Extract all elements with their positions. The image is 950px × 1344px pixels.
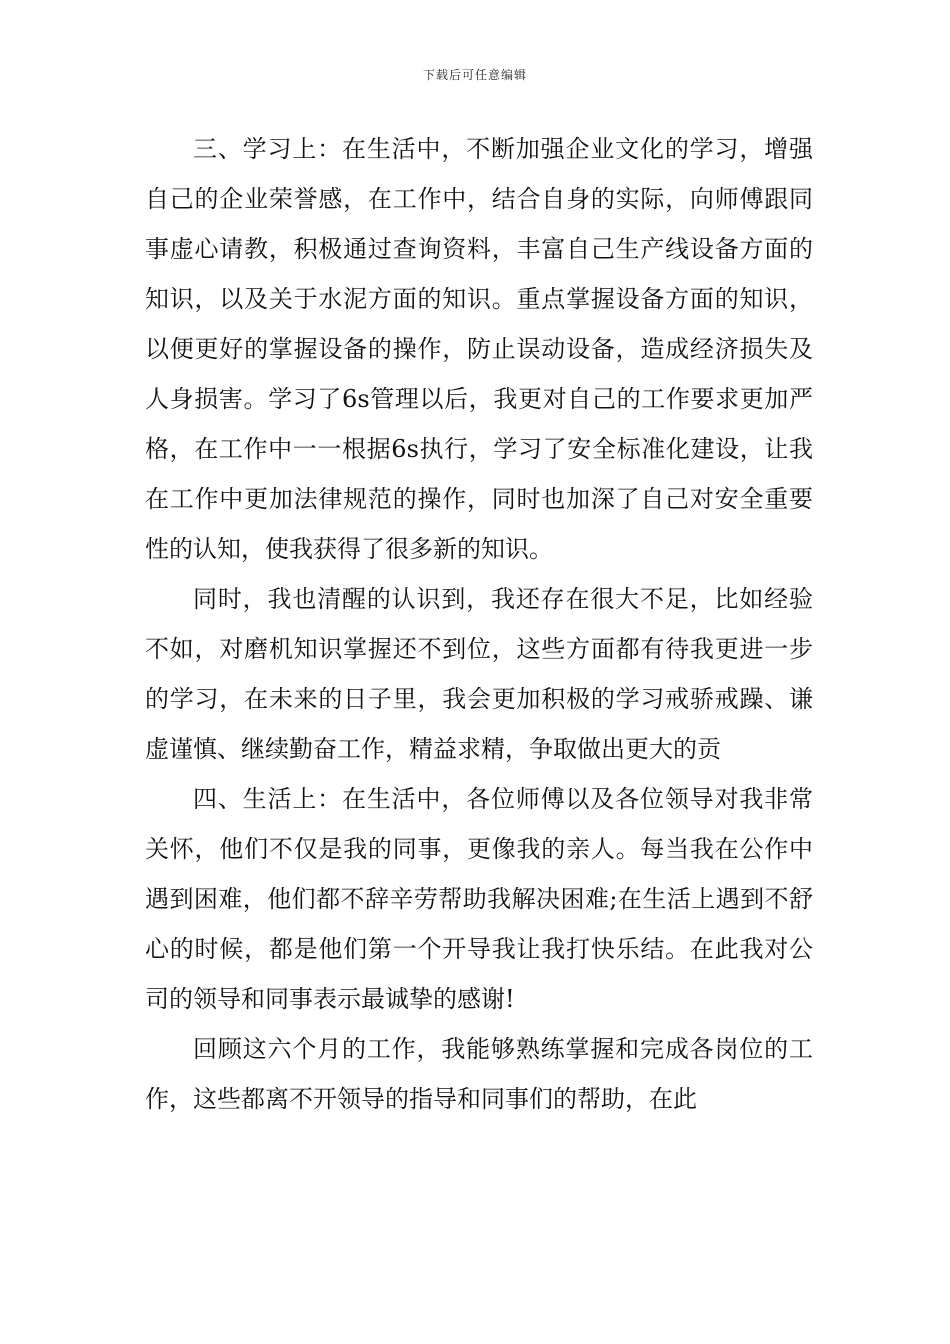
paragraph-life: 四、生活上：在生活中，各位师傅以及各位领导对我非常关怀，他们不仅是我的同事，更像我的亲人。每当我在公作中遇到困难，他们都不辞辛劳帮助我解决困难;在生活上遇到不舒心的时候，都是他们第一个开导我让我打快乐结。在此我对公司的领导和同事表示最诚挚的感谢! xyxy=(145,785,813,1013)
document-body xyxy=(145,124,813,1124)
paragraph-study: 三、学习上：在生活中，不断加强企业文化的学习，增强自己的企业荣誉感，在工作中，结合自身的实际，向师傅跟同事虚心请教，积极通过查询资料，丰富自己生产线设备方面的知识，以及关于水泥方面的知识。重点掌握设备方面的知识，以便更好的掌握设备的操作，防止误动设备，造成经济损失及人身损害。学习了6s管理以后，我更对自己的工作要求更加严格，在工作中一一根据6s执行，学习了安全标准化建设，让我在工作中更加法律规范的操作，同时也加深了自己对安全重要性的认知，使我获得了很多新的知识。 xyxy=(145,135,813,563)
paragraph-shortcomings: 同时，我也清醒的认识到，我还存在很大不足，比如经验不如，对磨机知识掌握还不到位，这些方面都有待我更进一步的学习，在未来的日子里，我会更加积极的学习戒骄戒躁、谦虚谨慎、继续勤奋工作，精益求精，争取做出更大的贡 xyxy=(145,585,813,763)
paragraph-review: 回顾这六个月的工作，我能够熟练掌握和完成各岗位的工作，这些都离不开领导的指导和同事们的帮助，在此 xyxy=(145,1035,813,1113)
page-header-note: 下载后可任意编辑 xyxy=(422,68,527,82)
